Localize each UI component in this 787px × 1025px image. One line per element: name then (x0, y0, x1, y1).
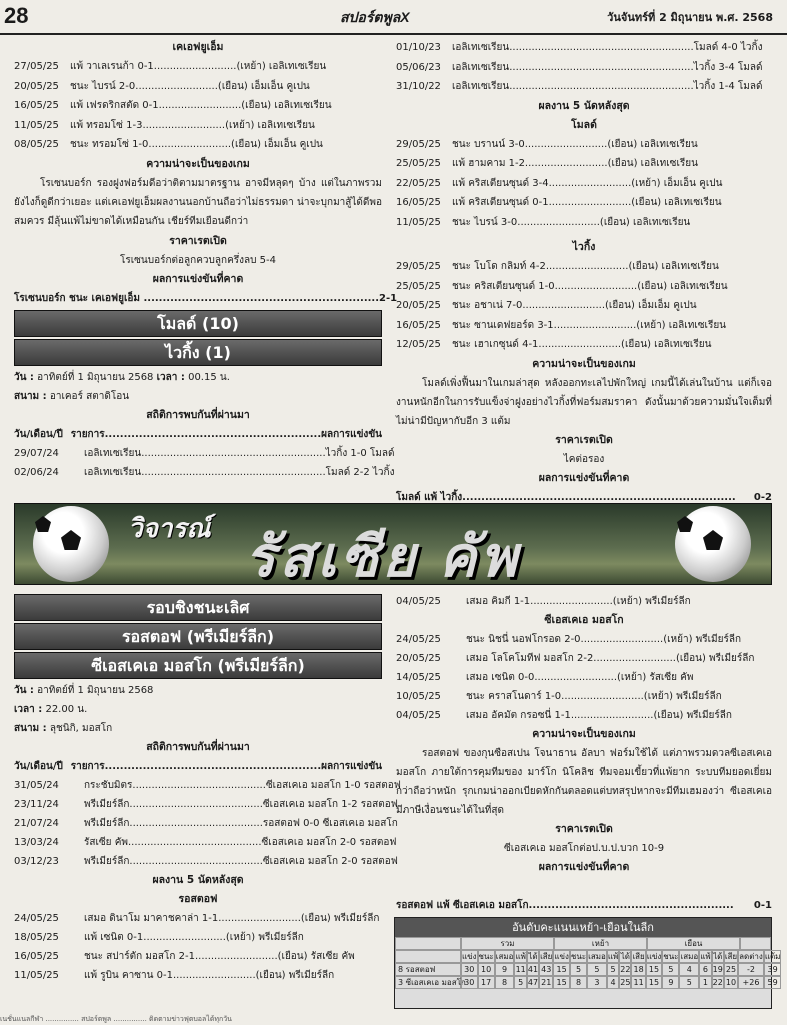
list-item (14, 77, 382, 97)
venue-value: อาเคอร์ สตาดิโอน (49, 390, 130, 402)
standings-head: แพ้ (700, 952, 711, 961)
row-date: 20/05/25 (14, 80, 59, 92)
list-item (14, 135, 382, 155)
table-row (14, 776, 401, 795)
standings-cell: 15 (646, 963, 663, 976)
standings-head: ชนะ (570, 952, 587, 961)
row-date: 11/05/25 (14, 119, 59, 131)
row-date: 04/05/25 (396, 710, 441, 721)
h2h-list (14, 776, 401, 871)
price-title: ราคาเรตเปิด (169, 234, 227, 247)
list-item (396, 135, 772, 155)
team-bar-home: รอสตอฟ (พรีเมียร์ลีก) (14, 623, 382, 650)
row-text: ชนะ ไบรน์ 3-0..........................(เยือน) เอลิเทเซเรียน (452, 216, 691, 228)
row-text: เอลิเทเซเรียน..........................................................ไวกิ้ง 1-4 โมลด์ (452, 81, 763, 92)
standings-group-3: เยือน (647, 937, 740, 950)
row-date: 11/05/25 (14, 970, 59, 981)
standings-head (395, 950, 461, 963)
row-date: 11/05/25 (396, 216, 441, 228)
row-text: เอลิเทเซเรียน..........................................................ไวกิ้ง 3-4 โมลด์ (452, 61, 763, 73)
table-row (14, 852, 398, 871)
list-item (396, 296, 772, 316)
standings-head: แพ้ (607, 952, 619, 961)
form-title: เคเอฟยูเอ็ม (172, 41, 224, 53)
standings-cell: 3 (587, 976, 607, 989)
list-item (396, 257, 772, 277)
list-item (396, 706, 772, 725)
page-footer: เนชั่นแนลกีฬา ............... สปอร์ตพูล ............... ติดตามข่าวฟุตบอลได้ทุกวัน (0, 1015, 232, 1023)
prediction-score: 2-1 (379, 292, 398, 304)
row-text: ชนะ ไบรน์ 2-0..........................(เยือน) เอ็มเอ็น คูเปน (70, 80, 310, 92)
prediction-text: โมลด์ แพ้ ไวกิ้ง........................................................................ (396, 491, 736, 503)
list-item (396, 154, 772, 174)
row-text: กระชับมิตร..........................................ซีเอสเคเอ มอสโก 1-0 รอสตอฟ (84, 780, 401, 791)
standings-cell: 6 (699, 963, 711, 976)
row-text: แพ้ คริสเตียนซุนด์ 0-1..........................(เยือน) เอลิเทเซเรียน (452, 197, 722, 208)
bottom-left-column (14, 592, 401, 985)
standings-head: ชนะ (478, 952, 494, 961)
row-date: 29/05/25 (396, 138, 441, 150)
chance-paragraph: โรเซนบอร์ก รองฝูงฟอร์มดีอว่าติตามมาตรฐาน อาจมีหลุดๆ บ้าง แต่ในภาพรวมยังไงก็ดูดีกว่าเยอะ แต่เคเอฟยูเอ็มผลงานนอกบ้านถือว่าไม่ธรรมดา น่าจะบุกมาสู้ได้ดีพอสมควร มีลุ้นแพ้ไม่ขาดได้เหมือนกัน เชียร์ทีมเยือนดีกว่า (14, 177, 382, 227)
row-text: แพ้ เฟรดริกสตัด 0-1..........................(เยือน) เอลิเทเซเรียน (70, 100, 332, 111)
standings-cell: 11 (515, 965, 526, 974)
row-text: เสมอ คิมกี 1-1..........................(เหย้า) พรีเมียร์ลีก (466, 596, 691, 607)
standings-head: แพ้ (515, 952, 526, 961)
issue-date: วันจันทร์ที่ 2 มิถุนายน พ.ศ. 2568 (607, 11, 773, 24)
time-label: เวลา : (156, 371, 185, 383)
standings-cell: 9 (495, 963, 515, 976)
standings-cell: 11 (631, 976, 645, 989)
prediction-title: ผลการแข่งขันที่คาด (538, 471, 630, 484)
table-row (14, 463, 395, 482)
standings-cell: 15 (553, 976, 570, 989)
h2h-list-continued (396, 38, 772, 97)
prediction-score: 0-1 (753, 900, 772, 911)
standings-group-0 (395, 937, 461, 950)
time-label: เวลา : (14, 704, 43, 715)
row-text: ชนะ นิชนี่ นอฟโกรอด 2-0..........................(เหย้า) พรีเมียร์ลีก (466, 634, 742, 645)
row-date: 24/05/25 (14, 913, 59, 924)
row-date: 02/06/24 (14, 466, 59, 478)
list-item (396, 668, 772, 687)
standings-head: แข่ง (462, 952, 477, 961)
list-item (14, 96, 382, 116)
standings-cell: 19 (712, 965, 723, 974)
team1-title: โมลด์ (571, 118, 597, 131)
prediction-title: ผลการแข่งขันที่คาด (152, 272, 244, 285)
banner-subtitle: วิจารณ์ (128, 513, 211, 543)
standings-cell: 25 (724, 963, 738, 976)
row-date: 27/05/25 (14, 61, 59, 72)
standings-cell: 30 (461, 976, 478, 989)
team-title: ซีเอสเคเอ มอสโก (544, 614, 624, 626)
row-date: 22/05/25 (396, 177, 441, 189)
team-bar-away: ซีเอสเคเอ มอสโก (พรีเมียร์ลีก) (14, 652, 382, 679)
last5-title: ผลงาน 5 นัดหลังสุด (538, 99, 630, 112)
standings-head: ได้ (620, 952, 630, 961)
h2h-header (14, 757, 382, 776)
chance-title: ความน่าจะเป็นของเกม (532, 728, 636, 740)
standings-cell: 17 (478, 976, 495, 989)
masthead-rule (0, 33, 787, 35)
prediction-text: รอสตอฟ แพ้ ซีเอสเคเอ มอสโก...................................................... (396, 900, 734, 911)
standings-head: แข่ง (646, 952, 662, 961)
standings-cell: 8 รอสตอฟ (395, 963, 461, 976)
list-item (14, 928, 382, 947)
team-bar-home: โมลด์ (10) (14, 310, 382, 337)
prediction-score: 0-2 (753, 491, 772, 503)
row-text: ชนะ คริสเตียนซุนด์ 1-0..........................(เยือน) เอลิเทเซเรียน (452, 280, 728, 292)
h2h-list (14, 444, 395, 482)
row-date: 24/05/25 (396, 634, 441, 645)
row-date: 12/05/25 (396, 339, 441, 350)
table-row (396, 77, 772, 97)
standings-cell: 22 (620, 965, 631, 974)
h2h-header-date: วัน/เดือน/ปี (14, 761, 63, 772)
banner-title: รัสเซีย คัพ (245, 525, 522, 588)
standings-table (394, 917, 781, 1009)
row-text: เสมอ เซนิต 0-0..........................(เหย้า) รัสเซีย คัพ (466, 672, 694, 683)
standings-cell: 25 (620, 978, 631, 987)
standings-head: ได้ (713, 952, 723, 961)
table-row (396, 58, 772, 78)
price-title: ราคาเรตเปิด (555, 433, 613, 446)
row-text: แพ้ เซนิต 0-1..........................(เหย้า) พรีเมียร์ลีก (84, 932, 304, 943)
list-item (14, 947, 382, 966)
standings-head: เสีย (724, 952, 738, 961)
match-day (14, 681, 382, 700)
team-form-continued (396, 592, 772, 611)
h2h-header-date: วัน/เดือน/ปี (14, 428, 63, 440)
left-column (14, 38, 398, 482)
row-date: 16/05/25 (14, 951, 59, 962)
standings-title: อันดับคะแนนเหย้า-เยือนในลีก (395, 918, 771, 937)
list-item (396, 277, 772, 297)
venue-label: สนาม : (14, 390, 47, 402)
h2h-title: สถิติการพบกันที่ผ่านมา (146, 741, 250, 753)
chance-title: ความน่าจะเป็นของเกม (532, 357, 636, 370)
list-item (396, 213, 772, 233)
row-text: แพ้ ทรอมโซ่ 1-3..........................(เหย้า) เอลิเทเซเรียน (70, 119, 315, 131)
row-text: พรีเมียร์ลีก..........................................รอสตอฟ 0-0 ซีเอสเคเอ มอสโก (84, 818, 398, 829)
match-venue (14, 387, 382, 406)
venue-value: ลุชนิกิ, มอสโก (49, 723, 113, 734)
h2h-header-result: ผลการแข่งขัน (321, 761, 382, 772)
standings-head: ได้ (528, 952, 538, 961)
standings-cell: 5 (679, 976, 699, 989)
prediction-title: ผลการแข่งขันที่คาด (538, 861, 630, 873)
row-date: 20/05/25 (396, 300, 441, 311)
standings-cell: 3 ซีเอสเคเอ มอสโก (395, 976, 461, 989)
day-value: อาทิตย์ที่ 1 มิถุนายน 2568 (37, 371, 154, 383)
table-row (14, 795, 398, 814)
chance-paragraph: โมลด์เพิ่งฟื้นมาในเกมล่าสุด หลังออกทะเลไปพักใหญ่ เกมนี้ได้เล่นในบ้าน แต่ก็เจองานหนักอีกในการรับแข็งจ่าฝูงอย่างไวกิ้งที่ฟอร์มสมราคา ดังนั้นมาด้วยความมั่นใจเต็มที่ ไม่น่ามีปัญหากับอีก 3 แต้ม (396, 377, 772, 427)
list-item (396, 649, 772, 668)
standings-cell: 18 (631, 963, 645, 976)
table-row (14, 833, 397, 852)
standings-groups (395, 937, 771, 950)
standings-group-4 (740, 937, 771, 950)
standings-cell: 15 (553, 963, 570, 976)
publication-logo: สปอร์ตพูลX (340, 9, 410, 25)
row-date: 04/05/25 (396, 596, 441, 607)
standings-cell: 30 (461, 963, 478, 976)
row-text: ชนะ อชาเน่ 7-0..........................(เยือน) เอ็มเอ็ม คูเปน (452, 300, 697, 311)
standings-cell: 10 (478, 963, 495, 976)
table-row (396, 38, 772, 58)
table-row (14, 444, 395, 463)
standings-cell: 8 (570, 976, 587, 989)
prediction-row (14, 289, 398, 308)
standings-cell: 5 (570, 963, 587, 976)
list-item (396, 316, 772, 336)
day-label: วัน : (14, 371, 34, 383)
match-time (14, 700, 382, 719)
team-form-list (14, 909, 382, 985)
standings-cell: 4 (679, 963, 699, 976)
standings-cell: 41 (527, 965, 539, 974)
form-list (14, 57, 382, 155)
row-date: 23/11/24 (14, 799, 59, 810)
row-text: เสมอ อัคมัต กรอซนี่ 1-1..........................(เยือน) พรีเมียร์ลีก (466, 710, 732, 721)
row-date: 16/05/25 (396, 319, 441, 331)
price-title: ราคาเรตเปิด (555, 823, 613, 835)
team-bar-away: ไวกิ้ง (1) (14, 339, 382, 366)
standings-head: แข่ง (554, 952, 569, 961)
football-icon (675, 506, 751, 582)
list-item (396, 687, 772, 706)
row-text: ชนะ บรานน์ 3-0..........................(เยือน) เอลิเทเซเรียน (452, 138, 698, 150)
standings-head: เสมอ (495, 952, 514, 961)
standings-cell: 39 (764, 963, 782, 976)
standings-grid (395, 950, 781, 989)
row-text: เอลิเทเซเรียน..........................................................ไวกิ้ง 1-0 โมลด์ (84, 447, 395, 459)
row-date: 18/05/25 (14, 932, 59, 943)
h2h-header-event: รายการ......................................................... (70, 428, 322, 440)
row-date: 05/06/23 (396, 61, 441, 73)
row-date: 29/07/24 (14, 447, 59, 459)
standings-cell: 59 (764, 976, 782, 989)
chance-paragraph: รอสตอฟ ของกุนซือสเปน โจนาธาน อัลบา ฟอร์มใช้ได้ แต่ภาพรวมดวลซีเอสเคเอ มอสโก ภายใต้การคุมทีมของ มาร์โก นิโคลิช ทีมจอมเขี้ยวที่แพ้ยาก ระบบทีมยอดเยี่ยมกว่าถือว่าหนัก รุกเกมน่าออกเบียดหักกันตลอดแต่บทสรุปหากจะมีทีมเฮมองว่า ซีเอสเคเอ มีภาษีเงื่อนชนะได้ในที่สุด (396, 748, 772, 816)
standings-group-2: เหย้า (554, 937, 647, 950)
price-text: ไคต่อรอง (563, 453, 605, 465)
row-text: ชนะ คราสโนดาร์ 1-0..........................(เหย้า) พรีเมียร์ลีก (466, 691, 722, 702)
standings-cell: +26 (738, 976, 764, 989)
price-text: โรเซนบอร์กต่อลูกควบลูกครึ่งลบ 5-4 (119, 254, 276, 266)
row-text: แพ้ คริสเตียนซุนด์ 3-4..........................(เหย้า) เอ็มเอ็น คูเปน (452, 177, 723, 189)
standings-head: ชนะ (663, 952, 679, 961)
bottom-right-column (396, 592, 772, 877)
h2h-header (14, 425, 382, 444)
row-date: 21/07/24 (14, 818, 59, 829)
last5-title: ผลงาน 5 นัดหลังสุด (152, 874, 244, 886)
time-value: 22.00 น. (45, 704, 88, 715)
list-item (396, 630, 772, 649)
list-item (14, 909, 382, 928)
standings-head: แต้ม (764, 952, 781, 961)
round-bar: รอบชิงชนะเลิศ (14, 594, 382, 621)
row-text: เอลิเทเซเรียน..........................................................โมลด์ 2-2 ไวกิ้ง (84, 466, 395, 478)
team-form-list (396, 630, 772, 725)
row-text: ชนะ ทรอมโซ่ 1-0..........................(เยือน) เอ็มเอ็น คูเปน (70, 139, 323, 150)
right-column (396, 38, 772, 507)
list-item (14, 116, 382, 136)
standings-cell: 47 (527, 978, 539, 987)
row-date: 31/05/24 (14, 780, 59, 791)
row-text: ชนะ เฮาเกซุนด์ 4-1..........................(เยือน) เอลิเทเซเรียน (452, 339, 712, 350)
row-text: แพ้ ฮามคาม 1-2..........................(เยือน) เอลิเทเซเรียน (452, 158, 698, 169)
h2h-title: สถิติการพบกันที่ผ่านมา (146, 408, 250, 421)
standings-cell: 10 (724, 976, 738, 989)
row-text: แพ้ รูบิน คาซาน 0-1..........................(เยือน) พรีเมียร์ลีก (84, 970, 335, 981)
row-date: 03/12/23 (14, 856, 59, 867)
standings-head: เสมอ (588, 952, 606, 961)
standings-cell: 9 (662, 976, 679, 989)
list-item (14, 57, 382, 77)
standings-cell: -2 (738, 963, 764, 976)
prediction-row (396, 896, 772, 915)
table-row (14, 814, 398, 833)
page-number: 28 (4, 3, 29, 28)
row-text: ชนะ ซานเดฟยอร์ด 3-1..........................(เหย้า) เอลิเทเซเรียน (452, 319, 727, 331)
standings-head: เสมอ (680, 952, 699, 961)
standings-cell: 21 (539, 976, 553, 989)
standings-cell: 22 (712, 978, 723, 987)
row-date: 14/05/25 (396, 672, 441, 683)
standings-head: เสีย (632, 952, 645, 961)
team2-form-list (396, 257, 772, 355)
team2-title: ไวกิ้ง (572, 241, 596, 253)
row-text: เสมอ โลโคโมทีฟ มอสโก 2-2..........................(เยือน) พรีเมียร์ลีก (466, 653, 755, 664)
standings-cell: 4 (607, 976, 619, 989)
list-item (396, 592, 772, 611)
chance-title: ความน่าจะเป็นของเกม (146, 157, 250, 170)
match-venue (14, 719, 382, 738)
row-date: 01/10/23 (396, 42, 441, 53)
row-text: พรีเมียร์ลีก..........................................ซีเอสเคเอ มอสโก 1-2 รอสตอฟ (84, 799, 398, 810)
team1-form-list (396, 135, 772, 233)
standings-cell: 43 (539, 963, 553, 976)
time-value: 00.15 น. (188, 371, 230, 383)
day-value: อาทิตย์ที่ 1 มิถุนายน 2568 (37, 685, 154, 696)
row-date: 20/05/25 (396, 653, 441, 664)
h2h-header-result: ผลการแข่งขัน (321, 428, 382, 440)
row-date: 13/03/24 (14, 837, 59, 848)
row-text: เอลิเทเซเรียน..........................................................โมลด์ 4-0 ไวกิ้ง (452, 42, 763, 53)
venue-label: สนาม : (14, 723, 47, 734)
row-date: 10/05/25 (396, 691, 441, 702)
standings-cell: 8 (495, 976, 515, 989)
row-text: ชนะ สปาร์ตัก มอสโก 2-1..........................(เยือน) รัสเซีย คัพ (84, 951, 355, 962)
row-date: 16/05/25 (14, 100, 59, 111)
list-item (14, 966, 382, 985)
standings-cell: 5 (514, 976, 526, 989)
list-item (396, 174, 772, 194)
row-date: 25/05/25 (396, 158, 441, 169)
row-text: รัสเซีย คัพ..........................................ซีเอสเคเอ มอสโก 2-0 รอสตอฟ (84, 837, 397, 848)
row-text: แพ้ วาเลเรนก้า 0-1..........................(เหย้า) เอลิเทเซเรียน (70, 61, 327, 72)
row-date: 29/05/25 (396, 261, 441, 272)
row-text: ชนะ โบโด กลิมท์ 4-2..........................(เยือน) เอลิเทเซเรียน (452, 261, 719, 272)
price-text: ซีเอสเคเอ มอสโกต่อป.บ.ป.บวก 10-9 (503, 843, 665, 854)
row-date: 16/05/25 (396, 197, 441, 208)
h2h-header-event: รายการ......................................................... (70, 761, 322, 772)
standings-cell: 1 (699, 976, 711, 989)
standings-cell: 5 (607, 963, 619, 976)
list-item (396, 335, 772, 355)
list-item (396, 193, 772, 213)
row-date: 25/05/25 (396, 280, 441, 292)
prediction-text: โรเซนบอร์ก ชนะ เคเอฟยูเอ็ม .............................................................. (14, 292, 380, 304)
standings-head: ลดต่าง (739, 952, 763, 961)
russia-cup-banner (14, 503, 772, 588)
row-date: 08/05/25 (14, 139, 59, 150)
team-title: รอสตอฟ (178, 893, 218, 905)
standings-cell: 15 (646, 976, 663, 989)
row-date: 31/10/22 (396, 81, 441, 92)
standings-head: เสีย (540, 952, 553, 961)
standings-cell: 5 (662, 963, 679, 976)
row-text: พรีเมียร์ลีก..........................................ซีเอสเคเอ มอสโก 2-0 รอสตอฟ (84, 856, 398, 867)
row-text: เสมอ ดินาโม มาคาชคาล่า 1-1..........................(เยือน) พรีเมียร์ลีก (84, 913, 380, 924)
match-day (14, 368, 382, 387)
standings-cell: 5 (587, 963, 607, 976)
standings-group-1: รวม (461, 937, 554, 950)
day-label: วัน : (14, 685, 34, 696)
football-icon (33, 506, 109, 582)
